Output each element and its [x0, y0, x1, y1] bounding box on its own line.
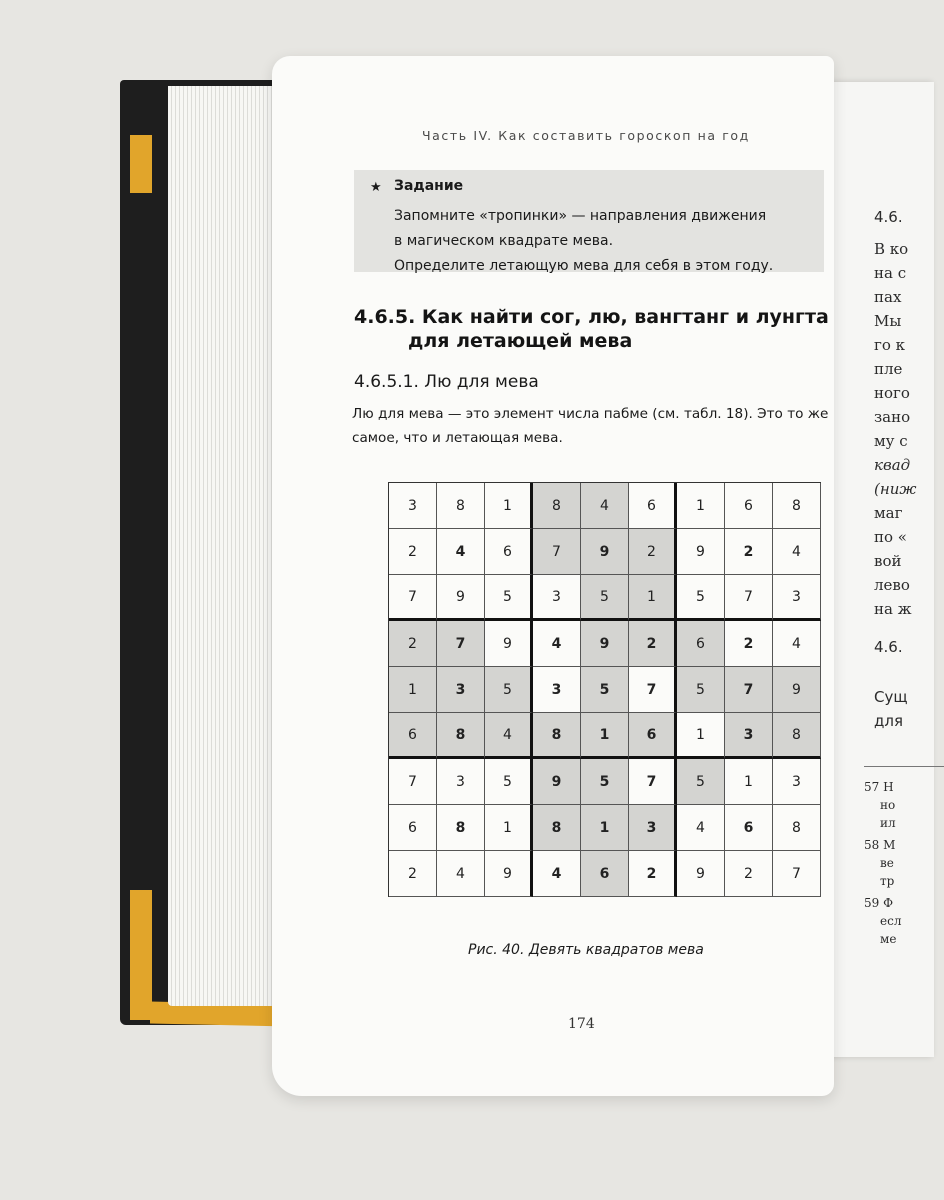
- grid-cell: 8: [533, 483, 581, 529]
- grid-cell: 5: [581, 667, 629, 713]
- grid-cell: 1: [677, 483, 725, 529]
- grid-cell: 6: [485, 529, 533, 575]
- grid-cell: 2: [629, 529, 677, 575]
- grid-cell: 2: [629, 621, 677, 667]
- footnote-line: 58 М: [864, 838, 896, 852]
- grid-cell: 1: [581, 805, 629, 851]
- grid-cell: 6: [389, 805, 437, 851]
- grid-cell: 3: [437, 667, 485, 713]
- grid-cell: 2: [389, 851, 437, 897]
- grid-cell: 5: [677, 575, 725, 621]
- footnote-line: тр: [880, 874, 895, 888]
- subsection-title: 4.6.5.1. Лю для мева: [354, 372, 539, 392]
- star-icon: ★: [370, 180, 382, 195]
- grid-cell: 6: [725, 483, 773, 529]
- body-line: Лю для мева — это элемент числа пабме (см. табл. 18). Это то же: [352, 406, 829, 422]
- grid-cell: 7: [389, 575, 437, 621]
- grid-cell: 4: [533, 851, 581, 897]
- left-page: [272, 56, 834, 1096]
- grid-cell: 4: [581, 483, 629, 529]
- right-page-line: вой: [874, 552, 902, 570]
- grid-cell: 1: [485, 483, 533, 529]
- grid-cell: 6: [389, 713, 437, 759]
- grid-cell: 2: [629, 851, 677, 897]
- grid-cell: 4: [773, 529, 821, 575]
- right-page-line: В ко: [874, 240, 909, 258]
- grid-cell: 7: [629, 759, 677, 805]
- grid-cell: 7: [773, 851, 821, 897]
- grid-cell: 4: [773, 621, 821, 667]
- right-page-line: Мы: [874, 312, 902, 330]
- grid-cell: 4: [437, 851, 485, 897]
- grid-cell: 6: [725, 805, 773, 851]
- right-page-line: 4.6.: [874, 208, 903, 226]
- section-title-continued: для летающей мева: [408, 330, 633, 352]
- grid-cell: 2: [389, 529, 437, 575]
- grid-cell: 8: [533, 713, 581, 759]
- task-line: Запомните «тропинки» — направления движения: [394, 208, 767, 224]
- right-page-line: (ниж: [874, 480, 917, 498]
- right-page-line: 4.6.: [874, 638, 903, 656]
- body-line: самое, что и летающая мева.: [352, 430, 563, 446]
- grid-cell: 5: [485, 759, 533, 805]
- grid-cell: 5: [485, 575, 533, 621]
- grid-cell: 5: [485, 667, 533, 713]
- grid-cell: 9: [581, 621, 629, 667]
- grid-cell: 3: [437, 759, 485, 805]
- grid-cell: 1: [389, 667, 437, 713]
- footnote-line: ве: [880, 856, 894, 870]
- grid-cell: 7: [725, 575, 773, 621]
- right-page: [824, 82, 934, 1057]
- grid-cell: 7: [389, 759, 437, 805]
- right-page-line: пах: [874, 288, 902, 306]
- section-title: 4.6.5. Как найти сог, лю, вангтанг и лунгта: [354, 306, 829, 328]
- grid-cell: 9: [677, 529, 725, 575]
- task-line: Определите летающую мева для себя в этом году.: [394, 258, 774, 274]
- grid-cell: 8: [533, 805, 581, 851]
- grid-cell: 7: [629, 667, 677, 713]
- grid-cell: 4: [485, 713, 533, 759]
- grid-cell: 9: [437, 575, 485, 621]
- right-page-line: зано: [874, 408, 911, 426]
- spine-stripe: [130, 135, 152, 193]
- grid-cell: 6: [629, 483, 677, 529]
- grid-cell: 3: [773, 575, 821, 621]
- grid-cell: 8: [773, 483, 821, 529]
- grid-cell: 7: [725, 667, 773, 713]
- right-page-line: лево: [874, 576, 910, 594]
- grid-cell: 4: [437, 529, 485, 575]
- grid-cell: 8: [437, 713, 485, 759]
- footnote-line: есл: [880, 914, 902, 928]
- grid-cell: 6: [677, 621, 725, 667]
- grid-cell: 3: [725, 713, 773, 759]
- grid-cell: 5: [581, 575, 629, 621]
- grid-cell: 8: [437, 805, 485, 851]
- grid-cell: 7: [437, 621, 485, 667]
- task-line: в магическом квадрате мева.: [394, 233, 614, 249]
- grid-cell: 6: [581, 851, 629, 897]
- right-page-line: квад: [874, 456, 911, 474]
- grid-cell: 9: [485, 851, 533, 897]
- grid-cell: 3: [533, 575, 581, 621]
- grid-cell: 3: [629, 805, 677, 851]
- grid-cell: 2: [725, 851, 773, 897]
- footnote-line: 57 Н: [864, 780, 894, 794]
- right-page-line: для: [874, 712, 903, 730]
- task-title: Задание: [394, 178, 464, 194]
- grid-cell: 3: [773, 759, 821, 805]
- grid-cell: 3: [389, 483, 437, 529]
- footnote-line: но: [880, 798, 896, 812]
- page-number: 174: [568, 1016, 595, 1032]
- grid-cell: 5: [581, 759, 629, 805]
- grid-cell: 9: [533, 759, 581, 805]
- right-page-line: по «: [874, 528, 907, 546]
- grid-cell: 5: [677, 667, 725, 713]
- grid-cell: 1: [581, 713, 629, 759]
- right-page-line: на ж: [874, 600, 912, 618]
- mewa-grid: [388, 482, 821, 897]
- grid-cell: 6: [629, 713, 677, 759]
- grid-cell: 8: [773, 713, 821, 759]
- grid-cell: 1: [485, 805, 533, 851]
- grid-cell: 8: [773, 805, 821, 851]
- grid-cell: 2: [725, 621, 773, 667]
- right-page-line: му с: [874, 432, 908, 450]
- footnote-line: 59 Ф: [864, 896, 894, 910]
- running-head: Часть IV. Как составить гороскоп на год: [422, 128, 750, 143]
- grid-cell: 7: [533, 529, 581, 575]
- spine-stripe: [130, 890, 152, 1020]
- grid-cell: 8: [437, 483, 485, 529]
- grid-cell: 9: [485, 621, 533, 667]
- grid-cell: 2: [389, 621, 437, 667]
- grid-cell: 1: [629, 575, 677, 621]
- grid-cell: 1: [677, 713, 725, 759]
- right-page-line: го к: [874, 336, 906, 354]
- grid-cell: 5: [677, 759, 725, 805]
- grid-cell: 4: [677, 805, 725, 851]
- right-page-line: маг: [874, 504, 903, 522]
- page-edges: [168, 86, 288, 1006]
- right-page-line: ного: [874, 384, 910, 402]
- right-page-line: Сущ: [874, 688, 908, 706]
- footnote-line: ме: [880, 932, 897, 946]
- footnote-rule: [864, 766, 944, 767]
- footnote-line: ил: [880, 816, 896, 830]
- grid-cell: 1: [725, 759, 773, 805]
- grid-cell: 4: [533, 621, 581, 667]
- grid-cell: 2: [725, 529, 773, 575]
- grid-cell: 9: [581, 529, 629, 575]
- grid-cell: 3: [533, 667, 581, 713]
- right-page-line: на с: [874, 264, 907, 282]
- grid-cell: 9: [773, 667, 821, 713]
- figure-caption: Рис. 40. Девять квадратов мева: [468, 942, 704, 958]
- grid-cell: 9: [677, 851, 725, 897]
- right-page-line: пле: [874, 360, 903, 378]
